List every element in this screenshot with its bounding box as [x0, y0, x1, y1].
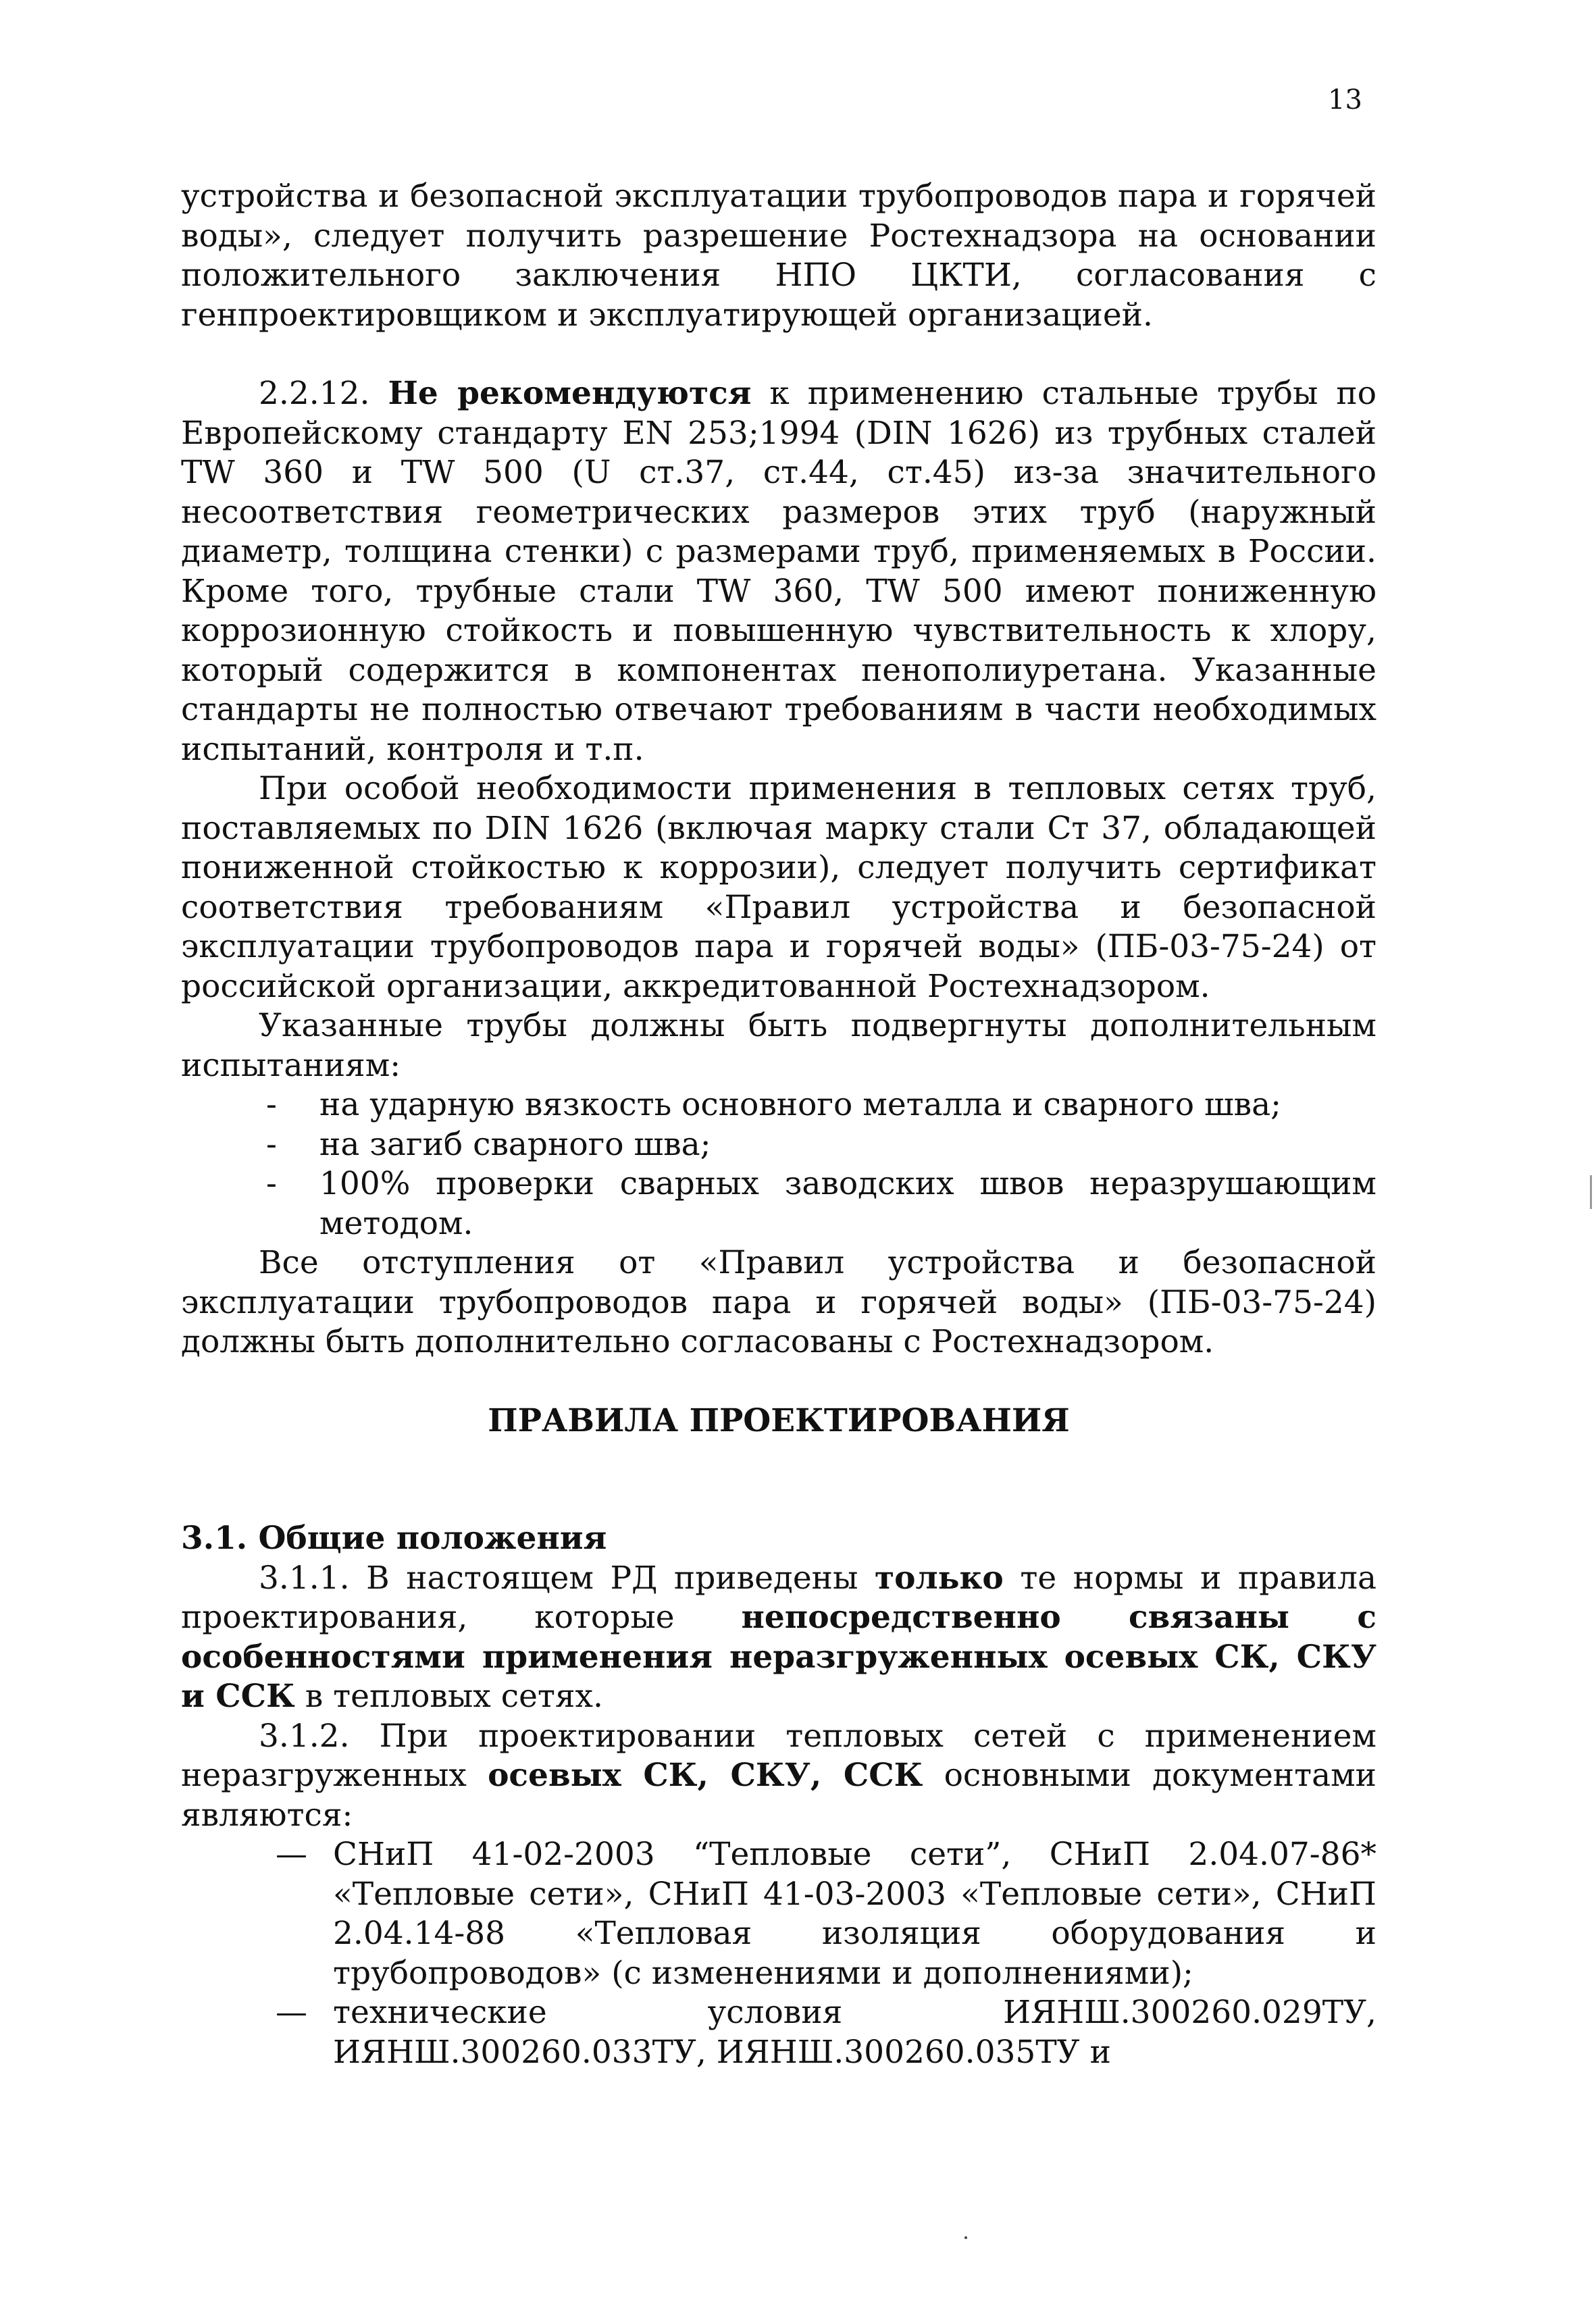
list-marker: — [276, 1836, 307, 1873]
clause-text: в тепловых сетях. [294, 1678, 603, 1715]
scan-edge-mark [1590, 1175, 1592, 1209]
list-item-text: СНиП 41-02-2003 “Тепловые сети”, СНиП 2.04.07-86* «Тепловые сети», СНиП 41-03-2003 «Тепловые сети», СНиП 2.04.14-88 «Тепловая изоляция оборудования и трубопроводов» (с изменениями и дополнениями); [333, 1836, 1376, 1992]
paragraph-special-need: При особой необходимости применения в тепловых сетях труб, поставляемых по DIN 1626 (включая марку стали Ст 37, обладающей пониженной стойкостью к коррозии), следует получить сертификат соответствия требованиям «Правил устройства и безопасной эксплуатации трубопроводов пара и горячей воды» (ПБ-03-75-24) от российской организации, аккредитованной Ростехнадзором. [181, 770, 1376, 1005]
section-title: ПРАВИЛА ПРОЕКТИРОВАНИЯ [488, 1402, 1070, 1439]
clause-3-1-1 [181, 1559, 1376, 1717]
paragraph-continuation: устройства и безопасной эксплуатации трубопроводов пара и горячей воды», следует получить разрешение Ростехнадзора на основании положительного заключения НПО ЦКТИ, согласования с генпроектировщиком и эксплуатирующей организацией. [181, 178, 1376, 334]
clause-text: основными документами являются: [181, 1757, 1376, 1834]
subsection-title: 3.1. Общие положения [181, 1520, 607, 1557]
clause-number: 2.2.12. [259, 375, 388, 412]
tests-list [181, 1085, 1376, 1243]
list-item [181, 1085, 1376, 1125]
clause-text: 3.1.1. В настоящем РД приведены [259, 1559, 875, 1597]
page-number: 13 [1328, 84, 1362, 115]
paragraph-deviations: Все отступления от «Правил устройства и безопасной эксплуатации трубопроводов пара и горячей воды» (ПБ-03-75-24) должны быть дополнительно согласованы с Ростехнадзором. [181, 1244, 1376, 1360]
list-item [181, 1835, 1376, 1993]
clause-2-2-12 [181, 374, 1376, 769]
page-content [181, 177, 1376, 2072]
list-item-text: на ударную вязкость основного металла и сварного шва; [319, 1086, 1281, 1123]
list-marker: — [276, 1994, 307, 2031]
clause-3-1-2 [181, 1717, 1376, 1836]
list-item-text: 100% проверки сварных заводских швов неразрушающим методом. [319, 1165, 1376, 1242]
list-marker: - [266, 1125, 277, 1163]
paragraph-tests-intro: Указанные трубы должны быть подвергнуты дополнительным испытаниям: [181, 1007, 1376, 1084]
documents-list [181, 1835, 1376, 2072]
clause-text: 3.1.2. При проектировании тепловых сетей с применением неразгруженных [181, 1717, 1376, 1794]
clause-text: те нормы и правила проектирования, которые [181, 1559, 1376, 1636]
emphasis-directly-related: непосредственно связаны с особенностями применения неразгруженных осевых СК, СКУ и ССК [181, 1599, 1376, 1715]
emphasis-not-recommended: Не рекомендуются [388, 375, 752, 412]
scan-speck [964, 2236, 967, 2239]
list-item [181, 1993, 1376, 2072]
list-marker: - [266, 1165, 277, 1202]
list-item [181, 1125, 1376, 1165]
emphasis-only: только [874, 1559, 1004, 1597]
list-item-text: на загиб сварного шва; [319, 1125, 711, 1163]
list-marker: - [266, 1086, 277, 1123]
list-item-text: технические условия ИЯНШ.300260.029ТУ, ИЯНШ.300260.033ТУ, ИЯНШ.300260.035ТУ и [333, 1994, 1376, 2071]
clause-text: к применению стальные трубы по Европейскому стандарту EN 253;1994 (DIN 1626) из трубных сталей TW 360 и TW 500 (U ст.37, ст.44, ст.45) из-за значительного несоответствия геометрических размеров этих труб (наружный диаметр, толщина стенки) с размерами труб, применяемых в России. Кроме того, трубные стали TW 360, TW 500 имеют пониженную коррозионную стойкость и повышенную чувствительность к хлору, который содержится в компонентах пенополиуретана. Указанные стандарты не полностью отвечают требованиям в части необходимых испытаний, контроля и т.п. [181, 375, 1376, 768]
emphasis-compensators: осевых СК, СКУ, ССК [488, 1757, 923, 1794]
list-item [181, 1164, 1376, 1243]
